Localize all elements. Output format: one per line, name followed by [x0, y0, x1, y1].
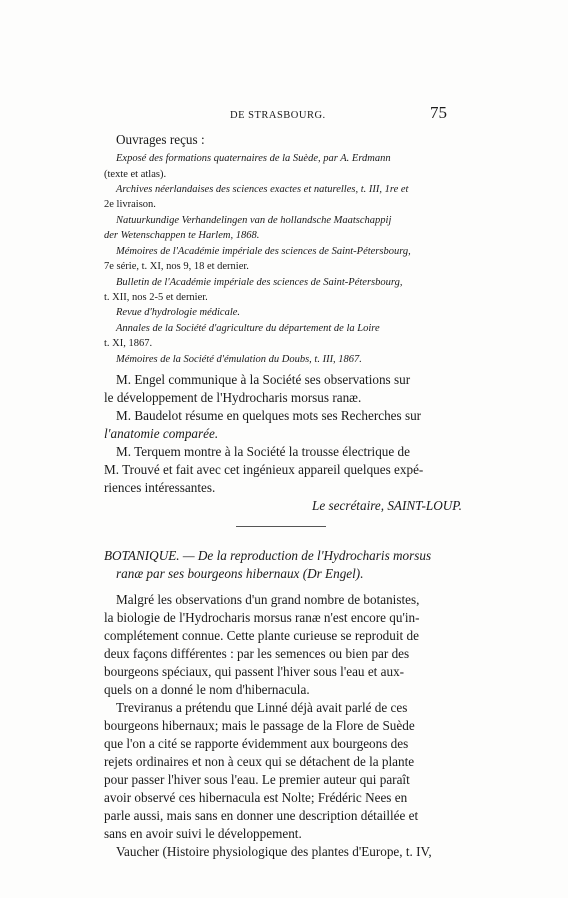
article-line: deux façons différentes : par les semences ou bien par des	[104, 646, 410, 661]
article-title-line: ranæ par ses bourgeons hibernaux (Dr Engel).	[116, 566, 364, 581]
article-line: bourgeons spéciaux, qui passent l'hiver sous l'eau et aux-	[104, 664, 405, 679]
received-line: Annales de la Société d'agriculture du département de la Loire	[116, 323, 380, 334]
received-line: 7e série, t. XI, nos 9, 18 et dernier.	[104, 261, 249, 272]
article-line: Vaucher (Histoire physiologique des plantes d'Europe, t. IV,	[116, 844, 432, 859]
received-line: 2e livraison.	[104, 199, 156, 210]
received-line: Exposé des formations quaternaires de la Suède, par A. Erdmann	[116, 153, 391, 164]
received-line: Archives néerlandaises des sciences exactes et naturelles, t. III, 1re et	[116, 184, 409, 195]
received-line: der Wetenschappen te Harlem, 1868.	[104, 230, 260, 241]
received-line: t. XI, 1867.	[104, 338, 153, 349]
minutes-line: M. Terquem montre à la Société la trousse électrique de	[116, 444, 410, 459]
article-line: parle aussi, mais sans en donner une description détaillée et	[104, 808, 419, 823]
signature: Le secrétaire, SAINT-LOUP.	[312, 498, 462, 513]
received-line: Mémoires de la Société d'émulation du Doubs, t. III, 1867.	[116, 354, 362, 365]
article-line: que l'on a cité se rapporte évidemment aux bourgeons des	[104, 736, 409, 751]
article-line: pour passer l'hiver sous l'eau. Le premier auteur qui paraît	[104, 772, 410, 787]
minutes-line: riences intéressantes.	[104, 480, 216, 495]
article-line: Malgré les observations d'un grand nombre de botanistes,	[116, 592, 420, 607]
received-line: Mémoires de l'Académie impériale des sciences de Saint-Pétersbourg,	[116, 246, 411, 257]
received-heading: Ouvrages reçus :	[116, 132, 205, 147]
minutes-line: M. Baudelot résume en quelques mots ses Recherches sur	[116, 408, 422, 423]
received-line: (texte et atlas).	[104, 169, 167, 180]
minutes-line: l'anatomie comparée.	[104, 426, 219, 441]
article-line: la biologie de l'Hydrocharis morsus ranæ n'est encore qu'in-	[104, 610, 420, 625]
received-line: Revue d'hydrologie médicale.	[116, 307, 241, 318]
article-line: rejets ordinaires et non à ceux qui se détachent de la plante	[104, 754, 415, 769]
section-divider	[236, 526, 326, 527]
running-title: DE STRASBOURG.	[230, 110, 326, 121]
minutes-line: M. Engel communique à la Société ses observations sur	[116, 372, 411, 387]
article-line: complétement connue. Cette plante curieuse se reproduit de	[104, 628, 419, 643]
article-line: quels on a donné le nom d'hibernacula.	[104, 682, 310, 697]
article-line: avoir observé ces hibernacula est Nolte; Frédéric Nees en	[104, 790, 408, 805]
minutes-line: M. Trouvé et fait avec cet ingénieux appareil quelques expé-	[104, 462, 424, 477]
article-line: Treviranus a prétendu que Linné déjà avait parlé de ces	[116, 700, 408, 715]
article-line: bourgeons hibernaux; mais le passage de la Flore de Suède	[104, 718, 415, 733]
article-line: sans en avoir suivi le développement.	[104, 826, 302, 841]
received-line: t. XII, nos 2-5 et dernier.	[104, 292, 208, 303]
page-number: 75	[430, 103, 447, 122]
received-line: Natuurkundige Verhandelingen van de hollandsche Maatschappij	[116, 215, 392, 226]
article-title-line: BOTANIQUE. — De la reproduction de l'Hydrocharis morsus	[104, 548, 432, 563]
received-line: Bulletin de l'Académie impériale des sciences de Saint-Pétersbourg,	[116, 277, 403, 288]
minutes-line: le développement de l'Hydrocharis morsus ranæ.	[104, 390, 362, 405]
